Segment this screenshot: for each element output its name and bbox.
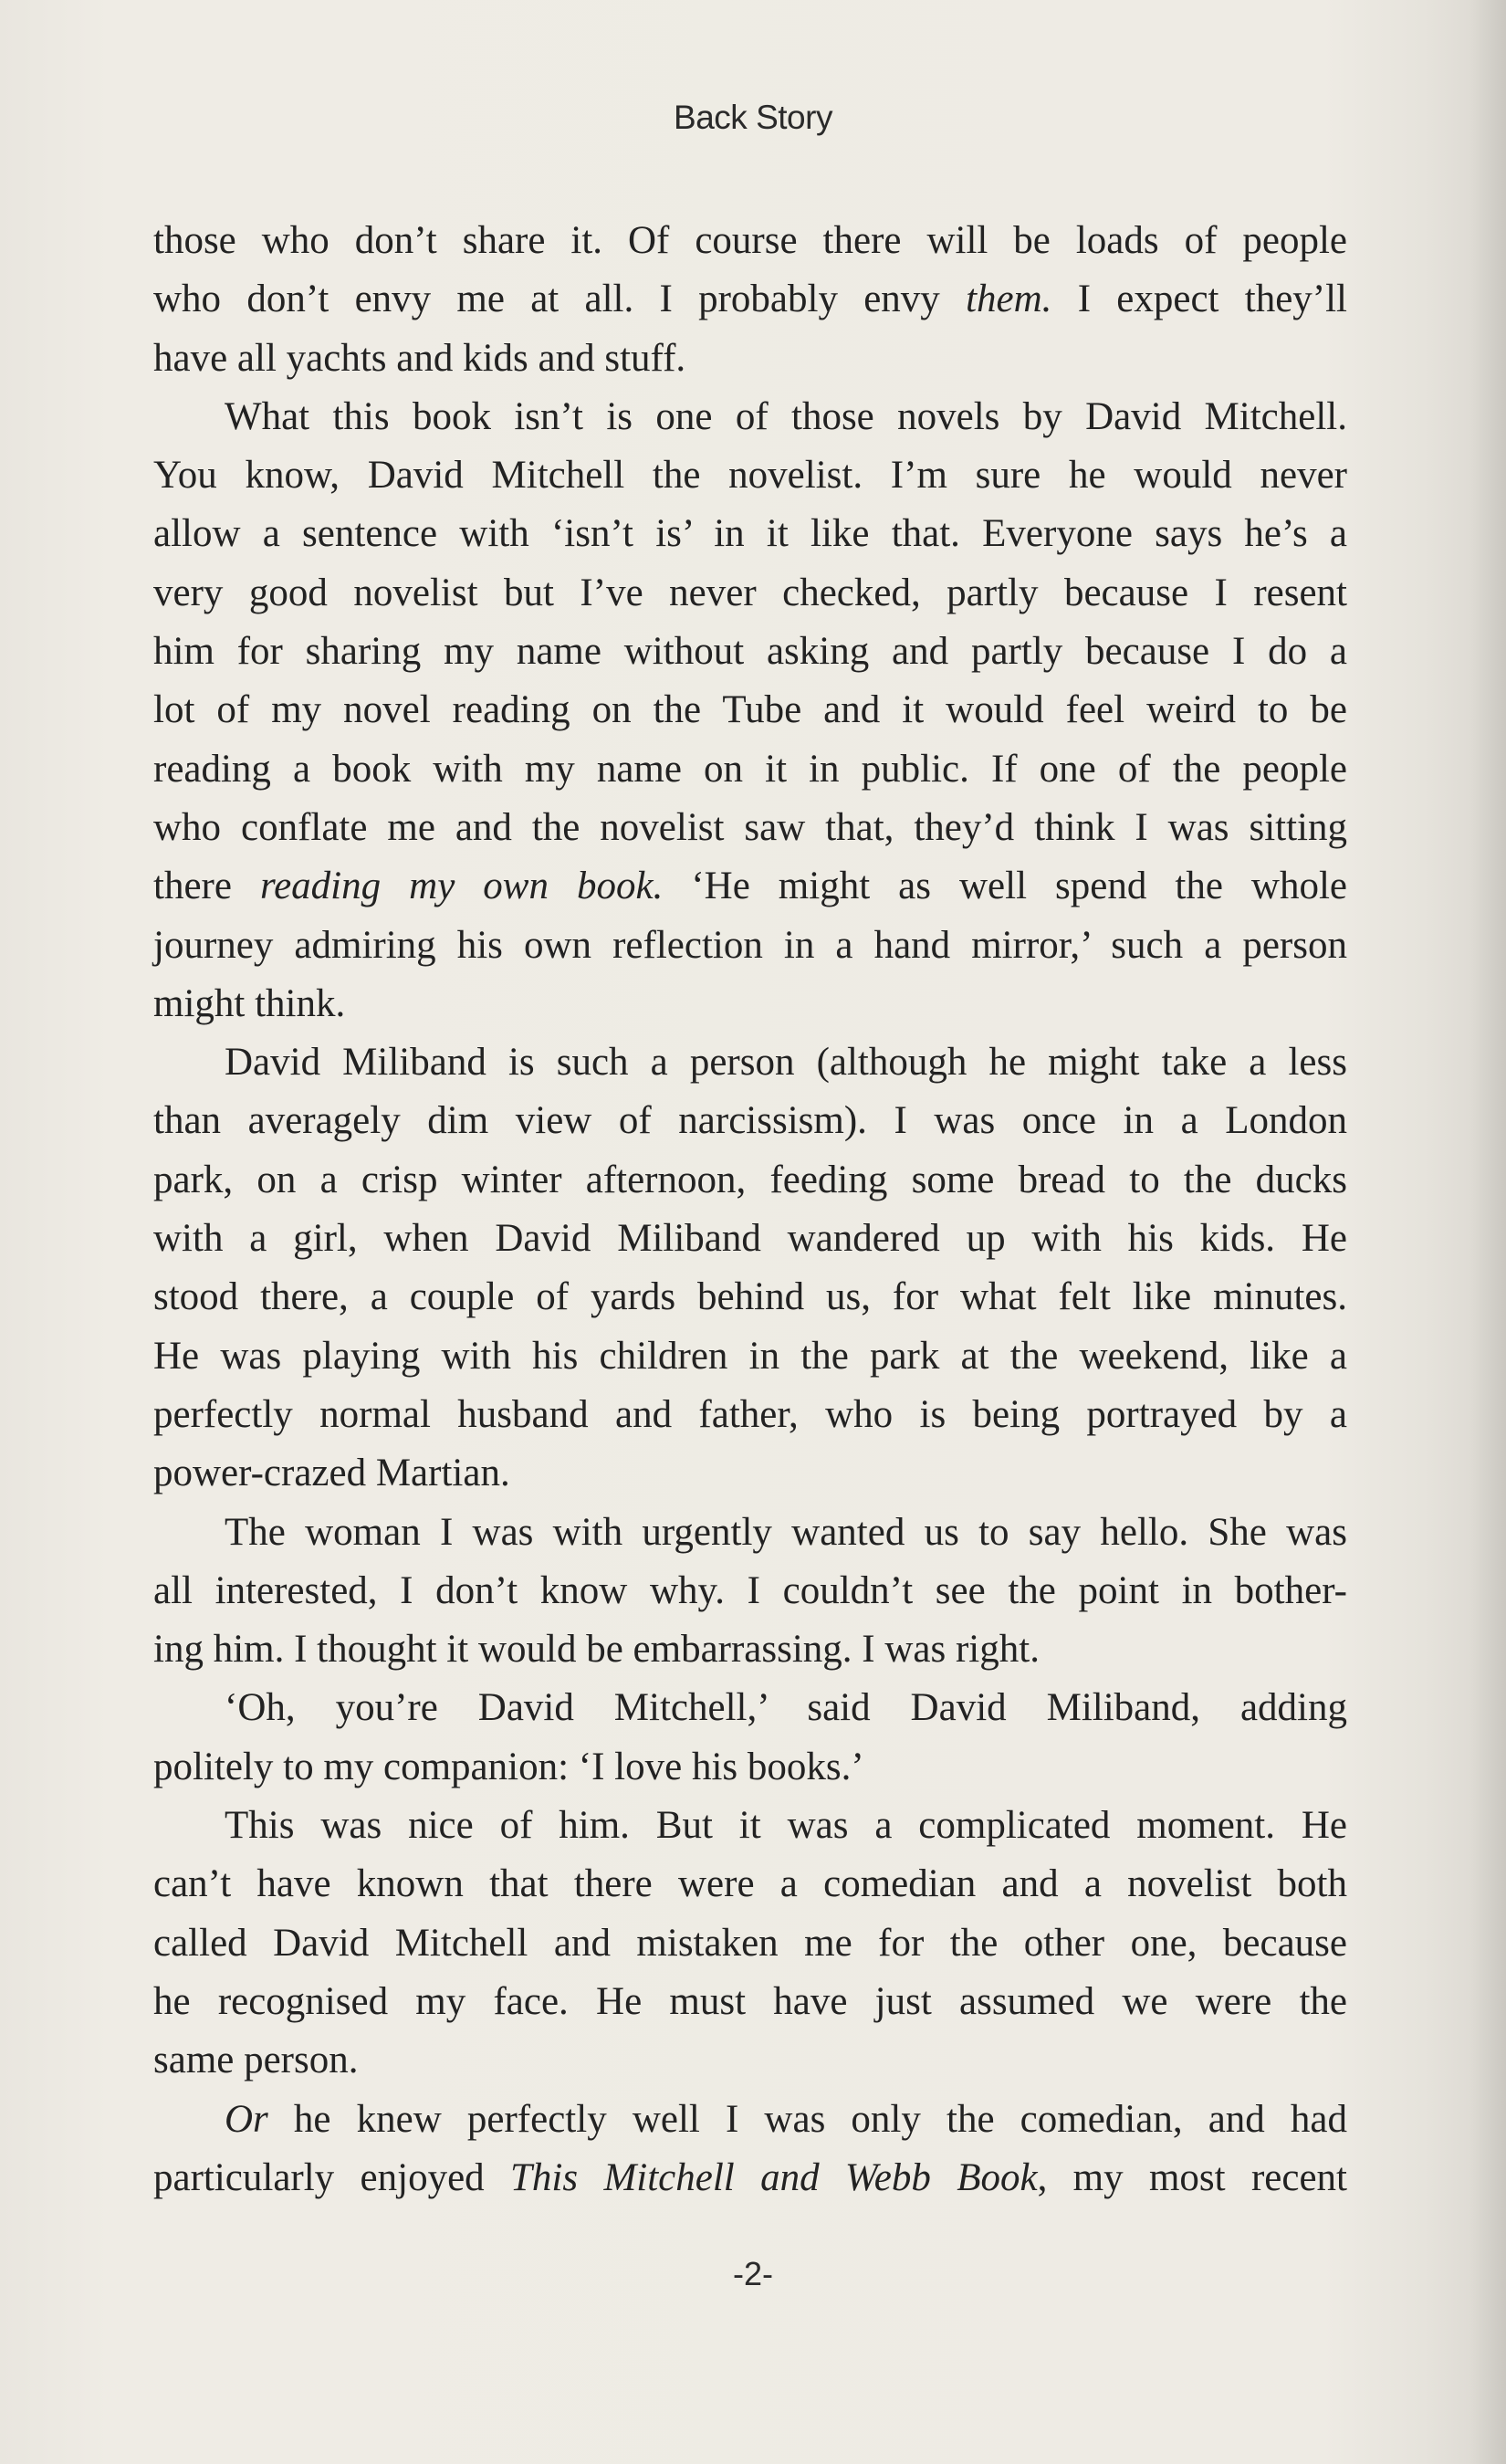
italic-text-segment: them. [966,278,1052,321]
text-segment: This was nice of him. But it was a complicated moment. He [225,1804,1347,1848]
text-segment: have all yachts and kids and stuff. [153,336,686,380]
text-line [153,1504,1347,1562]
text-line [153,623,1347,681]
text-segment: he knew perfectly well I was only the comedian, and had [267,2097,1347,2141]
text-segment: David Miliband is such a person (although he might take a less [225,1041,1347,1085]
text-line [153,681,1347,739]
text-segment: ‘Oh, you’re David Mitchell,’ said David Miliband, adding [225,1686,1347,1730]
text-line [153,330,1347,388]
text-line [153,799,1347,857]
text-line [153,1620,1347,1679]
text-segment: ‘He might as well spend the whole [663,865,1348,908]
text-segment: I expect they’ll [1051,278,1347,321]
text-line [153,1327,1347,1386]
text-line [153,388,1347,446]
text-segment: power-crazed Martian. [153,1452,510,1495]
text-line [153,1855,1347,1914]
text-line [153,2149,1347,2207]
text-segment: , my most recent [1037,2155,1347,2199]
text-line [153,1914,1347,1973]
text-segment: he recognised my face. He must have just assumed we were the [153,1979,1347,2023]
text-line [153,1973,1347,2031]
text-line [153,917,1347,975]
text-line [153,975,1347,1033]
text-segment: stood there, a couple of yards behind us, for what felt like minutes. [153,1275,1347,1319]
text-segment: ing him. I thought it would be embarrassing. I was right. [153,1628,1040,1672]
text-segment: You know, David Mitchell the novelist. I’m sure he would never [153,454,1347,498]
text-segment: called David Mitchell and mistaken me for the other one, because [153,1921,1347,1965]
text-segment: all interested, I don’t know why. I couldn’t see the point in bother- [153,1568,1347,1612]
text-line [153,740,1347,799]
italic-text-segment: reading my own book. [259,865,664,908]
text-line [153,505,1347,563]
text-line [153,446,1347,505]
text-line [153,1151,1347,1210]
text-line [153,1444,1347,1503]
text-segment: might think. [153,981,346,1025]
text-segment: He was playing with his children in the park at the weekend, like a [153,1334,1347,1378]
text-segment: reading a book with my name on it in public. If one of the people [153,747,1347,791]
running-head: Back Story [674,99,832,136]
text-line [153,1033,1347,1092]
text-line [153,1386,1347,1444]
italic-text-segment: Or [225,2097,268,2141]
text-segment: same person. [153,2039,359,2082]
text-line [153,1562,1347,1620]
page-number: -2- [733,2255,773,2292]
text-segment: those who don’t share it. Of course there will be loads of people [153,219,1347,262]
text-segment: can’t have known that there were a comedian and a novelist both [153,1862,1347,1906]
text-segment: politely to my companion: ‘I love his books.’ [153,1745,864,1788]
text-line [153,212,1347,270]
body-text [153,212,1347,2207]
italic-text-segment: This Mitchell and Webb Book [510,2155,1038,2199]
text-line [153,1092,1347,1150]
text-line [153,270,1347,329]
text-segment: who conflate me and the novelist saw that, they’d think I was sitting [153,805,1347,849]
text-line [153,1679,1347,1737]
text-line [153,1797,1347,1855]
text-segment: The woman I was with urgently wanted us to say hello. She was [225,1510,1347,1554]
text-segment: who don’t envy me at all. I probably envy [153,278,967,321]
text-line [153,857,1347,916]
text-segment: with a girl, when David Miliband wandered up with his kids. He [153,1217,1347,1261]
page-edge-shadow [1469,0,1506,2464]
text-segment: particularly enjoyed [153,2155,510,2199]
text-segment: him for sharing my name without asking and partly because I do a [153,630,1347,674]
text-line [153,2091,1347,2149]
text-segment: journey admiring his own reflection in a hand mirror,’ such a person [153,923,1347,967]
text-line [153,564,1347,623]
text-segment: there [153,865,260,908]
text-segment: very good novelist but I’ve never checked, partly because I resent [153,571,1347,614]
text-segment: park, on a crisp winter afternoon, feeding some bread to the ducks [153,1158,1347,1201]
text-segment: allow a sentence with ‘isn’t is’ in it like that. Everyone says he’s a [153,512,1347,556]
text-segment: than averagely dim view of narcissism). I was once in a London [153,1099,1347,1143]
text-line [153,1738,1347,1797]
text-line [153,1210,1347,1268]
text-segment: What this book isn’t is one of those novels by David Mitchell. [225,394,1347,438]
text-segment: lot of my novel reading on the Tube and it would feel weird to be [153,688,1347,732]
text-segment: perfectly normal husband and father, who is being portrayed by a [153,1392,1347,1436]
text-line [153,2031,1347,2090]
text-line [153,1268,1347,1326]
